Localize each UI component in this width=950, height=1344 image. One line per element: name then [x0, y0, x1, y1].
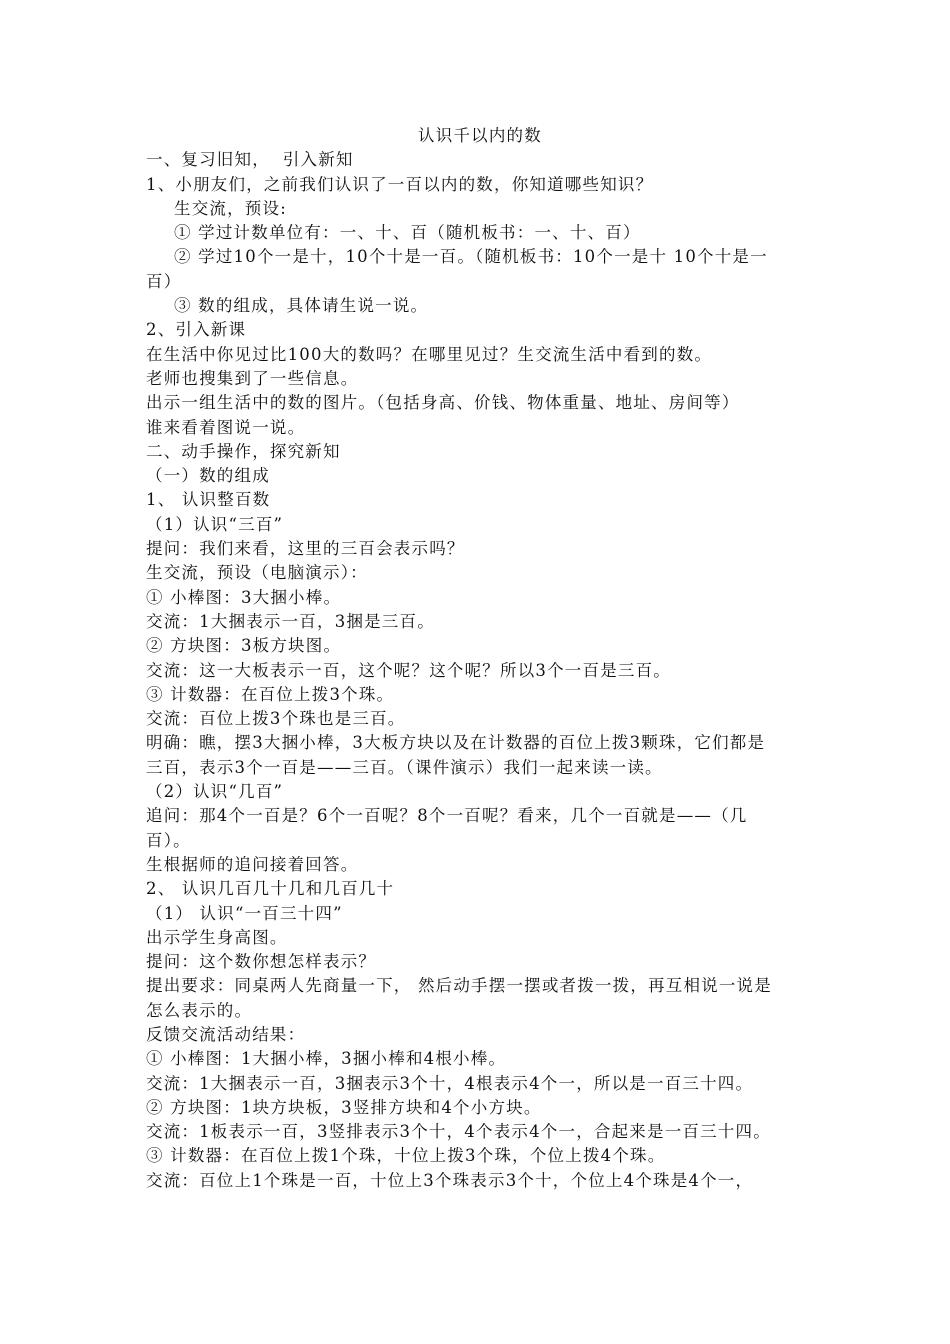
text-line: 一、复习旧知， 引入新知 — [146, 150, 354, 170]
text-line: ② 方块图：3板方块图。 — [146, 636, 342, 656]
text-line: 老师也搜集到了一些信息。 — [146, 368, 359, 388]
text-line: ② 方块图：1块方块板，3竖排方块和4个小方块。 — [146, 1097, 542, 1117]
text-line: 在生活中你见过比100大的数吗？在哪里见过？生交流生活中看到的数。 — [146, 344, 713, 364]
text-line: 百）。 — [146, 830, 191, 850]
document-title: 认识千以内的数 — [418, 126, 542, 145]
text-line: ③ 计数器：在百位上拨1个珠，十位上拨3个珠，个位上拨4个珠。 — [146, 1146, 666, 1166]
text-line: ① 小棒图：3大捆小棒。 — [146, 587, 342, 607]
text-line: 出示学生身高图。 — [146, 927, 288, 947]
text-line: ③ 数的组成，具体请生说一说。 — [174, 296, 429, 316]
text-line: 1、小朋友们，之前我们认识了一百以内的数，你知道哪些知识？ — [146, 174, 654, 194]
text-line: （1） 认识“一百三十四” — [146, 903, 343, 923]
text-line: 追问：那4个一百是？6个一百呢？8个一百呢？看来，几个一百就是——（几 — [146, 806, 748, 826]
text-line: 二、动手操作，探究新知 — [146, 441, 341, 461]
text-line: （2）认识“几百” — [146, 782, 284, 802]
text-line: 交流：1大捆表示一百，3捆表示3个十，4根表示4个一，所以是一百三十四。 — [146, 1073, 754, 1093]
text-line: 交流：1大捆表示一百，3捆是三百。 — [146, 611, 435, 631]
text-line: 2、 认识几百几十几和几百几十 — [146, 879, 395, 899]
text-line: ① 学过计数单位有：一、十、百（随机板书：一、十、百） — [174, 223, 641, 243]
text-line: 提问：这个数你想怎样表示？ — [146, 952, 377, 972]
text-line: 三百，表示3个一百是——三百。（课件演示）我们一起来读一读。 — [146, 757, 663, 777]
text-line: ③ 计数器：在百位上拨3个珠。 — [146, 684, 395, 704]
text-line: 交流：百位上1个珠是一百，十位上3个珠表示3个十，个位上4个珠是4个一， — [146, 1170, 754, 1190]
text-line: （一）数的组成 — [146, 466, 270, 486]
text-line: 1、 认识整百数 — [146, 490, 271, 510]
document-lines — [146, 148, 810, 1193]
document-body — [146, 124, 810, 1193]
text-line: 提出要求：同桌两人先商量一下， 然后动手摆一摆或者拨一拨，再互相说一说是 — [146, 976, 772, 996]
text-line: （1）认识“三百” — [146, 514, 284, 534]
text-line: 怎么表示的。 — [146, 1000, 253, 1020]
text-line: 反馈交流活动结果： — [146, 1024, 306, 1044]
text-line: 交流：这一大板表示一百，这个呢？这个呢？所以3个一百是三百。 — [146, 660, 671, 680]
text-line: 谁来看着图说一说。 — [146, 417, 306, 437]
text-line: ② 学过10个一是十，10个十是一百。（随机板书：10个一是十 10个十是一 — [174, 247, 768, 267]
text-line: 2、引入新课 — [146, 320, 247, 340]
text-line: 百） — [146, 271, 182, 291]
text-line: 交流：百位上拨3个珠也是三百。 — [146, 709, 406, 729]
text-line: 提问：我们来看，这里的三百会表示吗？ — [146, 539, 465, 559]
text-line: 生根据师的追问接着回答。 — [146, 854, 359, 874]
text-line: 出示一组生活中的数的图片。（包括身高、价钱、物体重量、地址、房间等） — [146, 393, 740, 413]
text-line: 交流：1板表示一百，3竖排表示3个十，4个表示4个一，合起来是一百三十四。 — [146, 1122, 771, 1142]
text-line: ① 小棒图：1大捆小棒，3捆小棒和4根小棒。 — [146, 1049, 507, 1069]
text-line: 生交流，预设（电脑演示）： — [146, 563, 368, 583]
text-line: 明确：瞧，摆3大捆小棒，3大板方块以及在计数器的百位上拨3颗珠，它们都是 — [146, 733, 766, 753]
text-line: 生交流，预设: — [174, 198, 287, 218]
